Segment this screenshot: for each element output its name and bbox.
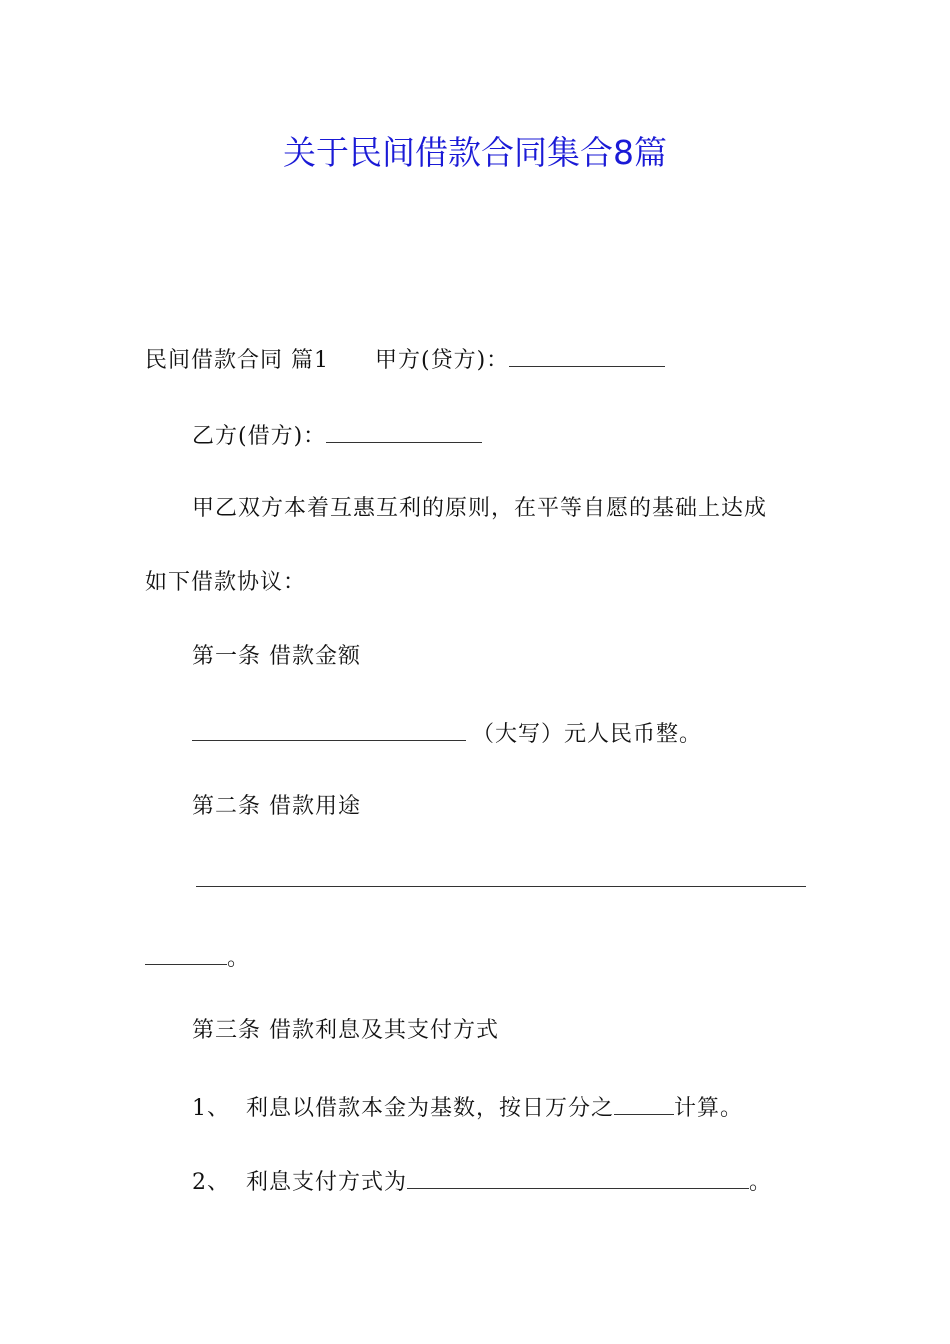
party-b-label: 乙方(借方)： (192, 424, 327, 449)
intro-paragraph-line-2: 如下借款协议： (145, 570, 307, 595)
line-2 (192, 420, 482, 452)
intro-paragraph-line-1: 甲乙双方本着互惠互利的原则，在平等自愿的基础上达成 (192, 496, 768, 521)
item-1-number: 1、 (192, 1096, 230, 1121)
interest-payment-blank (407, 1166, 749, 1189)
article-3-heading: 第三条 借款利息及其支付方式 (192, 1018, 499, 1043)
article-2-heading: 第二条 借款用途 (192, 794, 361, 819)
purpose-line (196, 864, 806, 896)
interest-rate-blank (614, 1092, 674, 1115)
purpose-blank-continued (145, 942, 227, 965)
amount-blank (192, 718, 466, 741)
purpose-period: 。 (227, 946, 251, 971)
interest-rate-text-end: 计算。 (674, 1096, 744, 1121)
document-title: 关于民间借款合同集合8篇 (283, 133, 667, 172)
amount-text: （大写）元人民币整。 (472, 722, 703, 747)
purpose-line-end (145, 942, 250, 974)
contract-label: 民间借款合同 篇1 (145, 348, 329, 373)
interest-payment-text: 利息支付方式为 (246, 1170, 408, 1195)
item-2-number: 2、 (192, 1170, 230, 1195)
party-b-blank (326, 420, 482, 443)
party-a-blank (509, 344, 665, 367)
amount-line (192, 718, 702, 750)
interest-rate-text: 利息以借款本金为基数，按日万分之 (246, 1096, 615, 1121)
interest-payment-period: 。 (749, 1170, 773, 1195)
article-1-heading: 第一条 借款金额 (192, 644, 361, 669)
interest-rate-line (192, 1092, 743, 1124)
line-1 (145, 344, 665, 376)
interest-payment-line (192, 1166, 772, 1198)
party-a-label: 甲方(贷方)： (375, 348, 510, 373)
purpose-blank (196, 864, 806, 887)
